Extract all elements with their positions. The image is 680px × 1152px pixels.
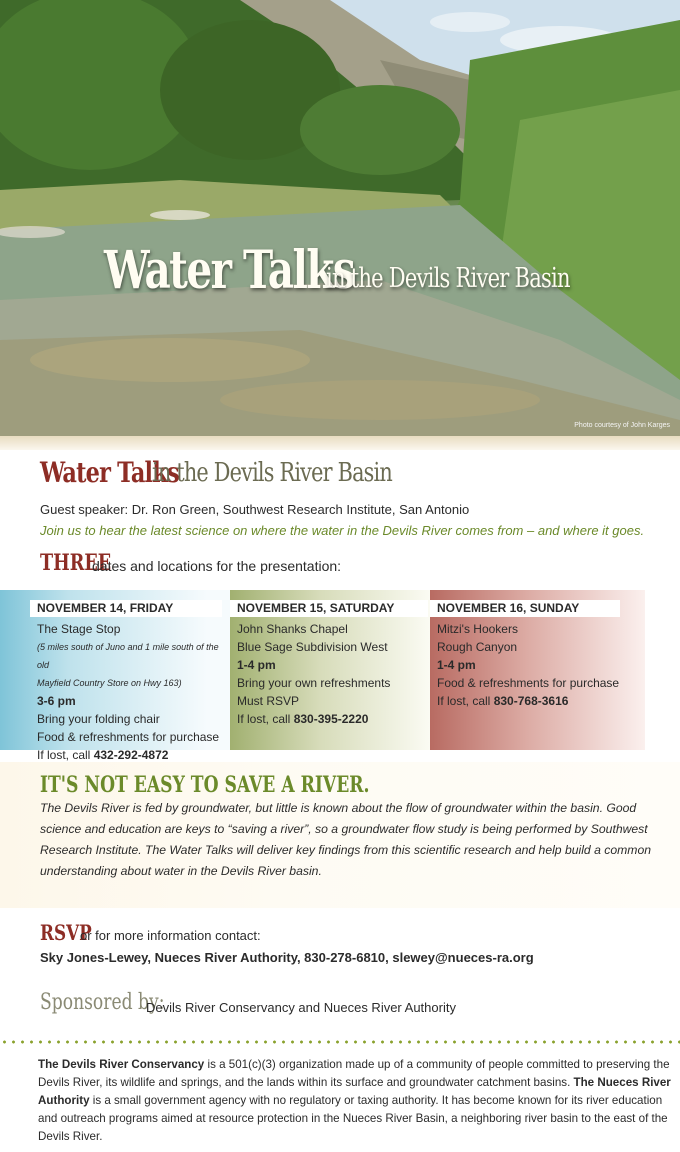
contact-info: Sky Jones-Lewey, Nueces River Authority, 830-278-6810, slewey@nueces-ra.org (40, 950, 534, 965)
river-heading: IT'S NOT EASY TO SAVE A RIVER. (40, 772, 370, 798)
event-phone: 830-395-2220 (293, 712, 369, 726)
title-basin: in the Devils River Basin (152, 458, 392, 488)
rsvp-text: or for more information contact: (80, 928, 261, 943)
rsvp-heading (40, 920, 261, 945)
three-word: THREE (40, 550, 112, 576)
hero-title-main: Water Talks (104, 240, 355, 301)
footer-org-drc: The Devils River Conservancy (38, 1058, 205, 1071)
dates-intro-text: dates and locations for the presentation: (92, 558, 342, 574)
event-note-1: Bring your own refreshments (237, 676, 391, 690)
event-note-1: Bring your folding chair (37, 712, 160, 726)
hero-title-sub: in the Devils River Basin (326, 263, 570, 294)
sponsor-label: Sponsored by: (40, 990, 165, 1015)
event-details (37, 620, 230, 764)
event-venue: The Stage Stop (37, 622, 121, 636)
footer-text-drc: is a 501(c)(3) organization made up of a community of people committed to preserving the Devils River, its wildlife and springs, and the lands within its surface and groundwater catchment basins. (38, 1058, 670, 1089)
lost-label: If lost, call (37, 748, 91, 762)
event-details (437, 620, 619, 710)
event-date: NOVEMBER 16, SUNDAY (430, 600, 620, 617)
event-note-1: Food & refreshments for purchase (437, 676, 620, 690)
event-panels (0, 590, 680, 762)
event-directions-2: Mayfield Country Store on Hwy 163) (37, 678, 182, 688)
event-note-2: Food & refreshments for purchase (37, 730, 220, 744)
rsvp-word: RSVP (40, 920, 92, 945)
event-venue-2: Rough Canyon (437, 640, 518, 654)
event-panel-nov15 (230, 590, 430, 750)
event-venue-2: Blue Sage Subdivision West (237, 640, 388, 654)
event-venue: John Shanks Chapel (237, 622, 348, 636)
event-date: NOVEMBER 15, SATURDAY (230, 600, 428, 617)
invitation-text: Join us to hear the latest science on where the water in the Devils River comes from – and where it goes. (40, 523, 645, 538)
river-landscape-illustration (0, 0, 680, 436)
lost-label: If lost, call (437, 694, 491, 708)
event-phone: 432-292-4872 (93, 748, 169, 762)
footer-about (38, 1056, 674, 1146)
section-title (40, 456, 392, 489)
event-time: 3-6 pm (37, 694, 76, 708)
event-details (237, 620, 390, 728)
event-time: 1-4 pm (437, 658, 476, 672)
event-lost-line (437, 692, 619, 710)
sponsor-names: Devils River Conservancy and Nueces River Authority (146, 1000, 456, 1015)
guest-speaker: Guest speaker: Dr. Ron Green, Southwest Research Institute, San Antonio (40, 502, 470, 517)
hero-photo (0, 0, 680, 436)
save-a-river-section (0, 762, 680, 908)
hero-title (104, 240, 570, 301)
title-water-talks: Water Talks (40, 456, 179, 489)
footer-text-nra: is a small government agency with no regulatory or taxing authority. It has become known for its river education and outreach programs aimed at resource protection in the Nueces River Basin, a neighboring river basin to the east of the Devils River. (38, 1094, 668, 1143)
photo-credit: Photo courtesy of John Karges (574, 422, 670, 429)
event-phone: 830-768-3616 (493, 694, 569, 708)
event-note-2: Must RSVP (237, 694, 300, 708)
event-date: NOVEMBER 14, FRIDAY (30, 600, 222, 617)
sponsor-line (40, 990, 456, 1015)
footer-org-nra: The Nueces River Authority (38, 1076, 671, 1107)
event-panel-nov16 (430, 590, 645, 750)
event-venue: Mitzi's Hookers (437, 622, 518, 636)
hero-divider-band (0, 436, 680, 450)
event-panel-nov14 (0, 590, 230, 762)
river-body: The Devils River is fed by groundwater, but little is known about the flow of groundwater within the basin. Good science and education are keys to “saving a river”, so a groundwater flow study is being performed by Southwest Research Institute. The Water Talks will deliver key findings from this scientific research and help build a common understanding about water in the Devils River basin. (40, 801, 651, 878)
dotted-divider (0, 1040, 680, 1044)
dates-intro (40, 550, 342, 576)
event-directions-1: (5 miles south of Juno and 1 mile south of the old (37, 642, 219, 670)
event-lost-line (237, 710, 390, 728)
event-time: 1-4 pm (237, 658, 276, 672)
lost-label: If lost, call (237, 712, 291, 726)
